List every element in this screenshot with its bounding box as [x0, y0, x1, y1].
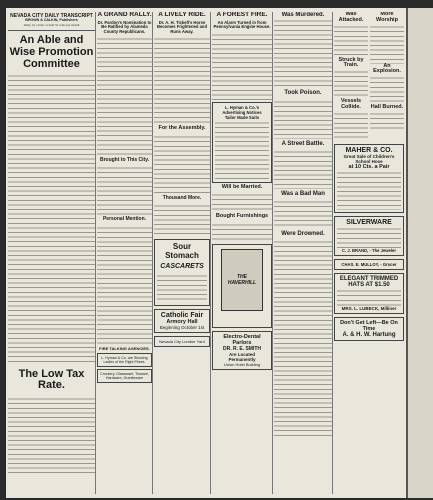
ad-catholic-title: Catholic Fair: [160, 312, 204, 320]
ad-armory: Armory Hall: [166, 319, 198, 326]
headline-street-battle: A Street Battle.: [281, 140, 325, 147]
ad-dental-located: Are Located Permanently: [228, 352, 256, 363]
ad-haverhill: [212, 244, 272, 328]
headline-struck-train: Struck by Train.: [338, 56, 364, 69]
story-street-battle: [274, 149, 332, 189]
ad-haverhill-title: THE HAVERHILL: [227, 274, 257, 287]
editorial-headline-promotion: An Able and Wise Promotion Committee: [9, 33, 94, 70]
ad-catholic-fair: [154, 309, 210, 333]
ad-maher-sale: Great Sale of Children's School Hose: [343, 153, 395, 164]
ad-hats: [334, 273, 404, 314]
masthead-title: NEVADA CITY DAILY TRANSCRIPT: [10, 13, 93, 19]
ad-maher-price: at 10 Cts. a Pair: [348, 163, 390, 170]
story-forest-fire: [212, 32, 272, 102]
story-thousand: [154, 203, 210, 237]
story-personal: [97, 225, 152, 345]
headline-drowned: Were Drowned.: [281, 231, 325, 238]
column-editorial: [8, 12, 96, 494]
headline-worship: More Worship: [376, 12, 398, 23]
editorial-body-promotion: [8, 73, 95, 365]
story-bad-man: [274, 199, 332, 229]
ad-dental-title: Electro-Dental Parlors: [223, 334, 261, 347]
story-lively-ride: [154, 36, 210, 124]
ad-dentist: DR. R. E. SMITH: [222, 346, 262, 353]
headline-assembly: For the Assembly.: [158, 125, 206, 132]
newspaper-page: [6, 8, 406, 498]
column-2: [97, 12, 153, 494]
adjacent-page-edge: [406, 8, 433, 498]
column-3: [154, 12, 211, 494]
headline-grand-rally: A GRAND RALLY.: [97, 12, 152, 18]
story-poison: [274, 99, 332, 139]
headline-hall-burned: Hall Burned.: [370, 104, 404, 111]
headline-thousand: Thousand More.: [162, 194, 202, 201]
subhead-grand-rally: Dr. Pardon's Nomination to Be Ratified by Alameda County Republicans.: [97, 19, 152, 34]
headline-explosion: An Explosion.: [373, 62, 401, 75]
haverhill-illustration: [221, 249, 263, 311]
editorial-body-tax: [8, 396, 95, 476]
ad-dental: [212, 331, 272, 370]
ad-silverware: [334, 216, 404, 256]
headline-attacked: Was Attacked.: [338, 12, 364, 23]
ad-dental-building: Union Hotel Building: [223, 362, 261, 368]
ad-mulloy-title: CHAS. E. MULLOY, - Grocer: [341, 261, 397, 267]
headline-agencies: FIRE TALKING AGENCIES.: [99, 345, 150, 351]
ad-dont-get-left: Don't Get Left—Be On Time: [340, 319, 398, 332]
masthead-publisher: BROWN & CALKIN, Publishers: [25, 18, 78, 23]
story-murdered: [274, 18, 332, 88]
headline-personal: Personal Mention.: [102, 216, 147, 223]
ad-hartung: [334, 317, 404, 341]
ad-silverware-title: SILVERWARE: [346, 218, 392, 226]
subhead-lively-ride: Dr. A. H. Tickell's Horse Becomes Frightened and Runs Away.: [156, 19, 208, 34]
headline-brought: Brought to This City.: [99, 157, 150, 164]
headline-forest-fire: A FOREST FIRE.: [216, 12, 268, 18]
column-6: [334, 12, 404, 494]
headline-vessels: Vessels Collide.: [340, 98, 362, 110]
headline-lively-ride: A LIVELY RIDE.: [158, 12, 206, 18]
masthead-terms: Daily, by carrier or mail 50 cents per month: [23, 23, 80, 28]
ad-hartung-title: A. & H. W. Hartung: [342, 331, 396, 338]
headline-bad-man: Was a Bad Man: [281, 190, 325, 197]
ad-date: Beginning October 1st: [159, 325, 205, 331]
ad-hats-title: ELEGANT TRIMMED HATS AT $1.50: [339, 275, 399, 288]
subhead-forest-fire: An Alarm Turned in from Pennsylvania Engine House.: [213, 19, 271, 30]
ad-sour-title: Sour Stomach: [165, 242, 199, 261]
ad-maher: [334, 144, 404, 213]
ad-sour-stomach: [154, 239, 210, 306]
headline-murdered: Was Murdered.: [281, 12, 325, 18]
story-married: [212, 192, 272, 212]
ad-mulloy: [334, 259, 404, 270]
ad-tailor: Tailor Made Suits: [224, 114, 260, 120]
column-4: [212, 12, 273, 494]
story-grand-rally: [97, 36, 152, 156]
ad-hyman-notices: [212, 102, 272, 183]
column-5: [274, 12, 333, 494]
headline-furnishings: Bought Furnishings: [215, 213, 269, 220]
story-furnishings: [212, 222, 272, 242]
story-assembly: [154, 134, 210, 194]
headline-poison: Took Poison.: [284, 90, 322, 97]
editorial-headline-tax: The Low Tax Rate.: [18, 367, 85, 392]
ad-crockery: Crockery, Glassware, Tinware, Hardware, Graniteware: [97, 369, 152, 383]
ad-hyman-ladies: L. Hyman & Co. are Showing Ladies of the Right Prices.: [97, 353, 152, 367]
ad-hyman-title: L. Hyman & Co.'s Advertising Notices: [222, 104, 262, 115]
ad-maher-title: MAHER & CO.: [345, 146, 393, 154]
headline-married: Will be Married.: [221, 183, 263, 190]
ad-brand: C. J. BRAND, - The Jeweler: [342, 247, 396, 253]
ad-lubeck: MRS. L. LUBECK, Milliner: [341, 305, 397, 311]
ad-lumber-yard: Nevada City Lumber Yard: [154, 336, 210, 347]
story-drowned: [274, 239, 332, 439]
ad-cascarets: CASCARETS: [160, 263, 204, 271]
story-brought: [97, 165, 152, 215]
